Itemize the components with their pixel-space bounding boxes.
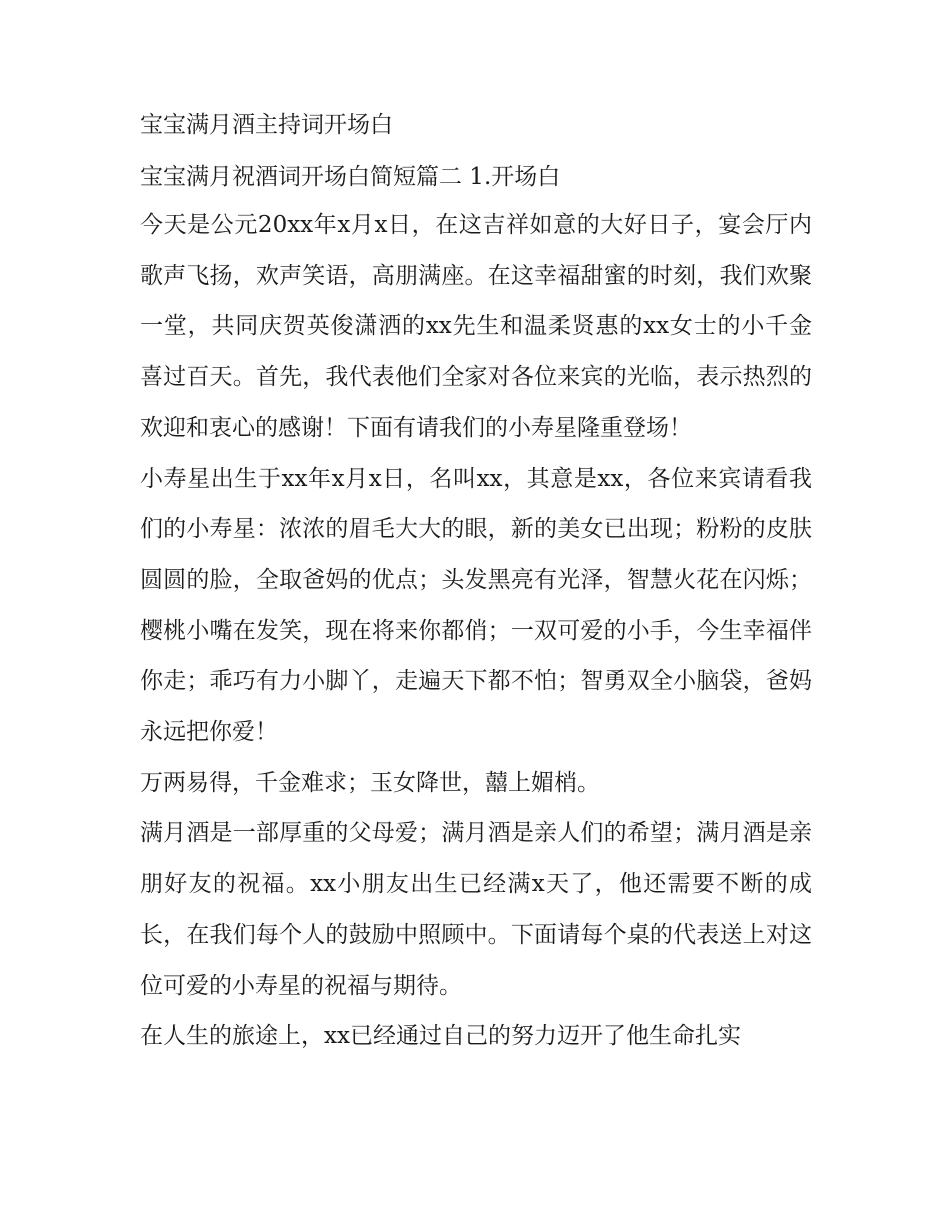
document-page [140,108,812,1062]
paragraph-full-moon-wine: 满月酒是一部厚重的父母爱；满月酒是亲人们的希望；满月酒是亲朋好友的祝福。xx小朋友出生已经满x天了，他还需要不断的成长，在我们每个人的鼓励中照顾中。下面请每个桌的代表送上对这位可爱的小寿星的祝福与期待。 [140,820,812,999]
document-subtitle: 宝宝满月祝酒词开场白简短篇二 1.开场白 [140,164,561,190]
paragraph-birthday-star: 小寿星出生于xx年x月x日，名叫xx，其意是xx，各位来宾请看我们的小寿星：浓浓的眉毛大大的眼，新的美女已出现；粉粉的皮肤圆圆的脸，全取爸妈的优点；头发黑亮有光泽，智慧火花在闪烁；樱桃小嘴在发笑，现在将来你都俏；一双可爱的小手，今生幸福伴你走；乖巧有力小脚丫，走遍天下都不怕；智勇双全小脑袋，爸妈永远把你爱！ [140,465,812,746]
paragraph-opening: 今天是公元20xx年x月x日，在这吉祥如意的大好日子，宴会厅内歌声飞扬，欢声笑语，高朋满座。在这幸福甜蜜的时刻，我们欢聚一堂，共同庆贺英俊潇洒的xx先生和温柔贤惠的xx女士的小千金喜过百天。首先，我代表他们全家对各位来宾的光临，表示热烈的欢迎和衷心的感谢！下面有请我们的小寿星隆重登场！ [140,212,812,441]
paragraph-proverb: 万两易得，千金难求；玉女降世，囍上媚梢。 [140,769,600,796]
document-title: 宝宝满月酒主持词开场白 [140,112,393,138]
paragraph-life-journey: 在人生的旅途上，xx已经通过自己的努力迈开了他生命扎实 [140,1023,741,1050]
